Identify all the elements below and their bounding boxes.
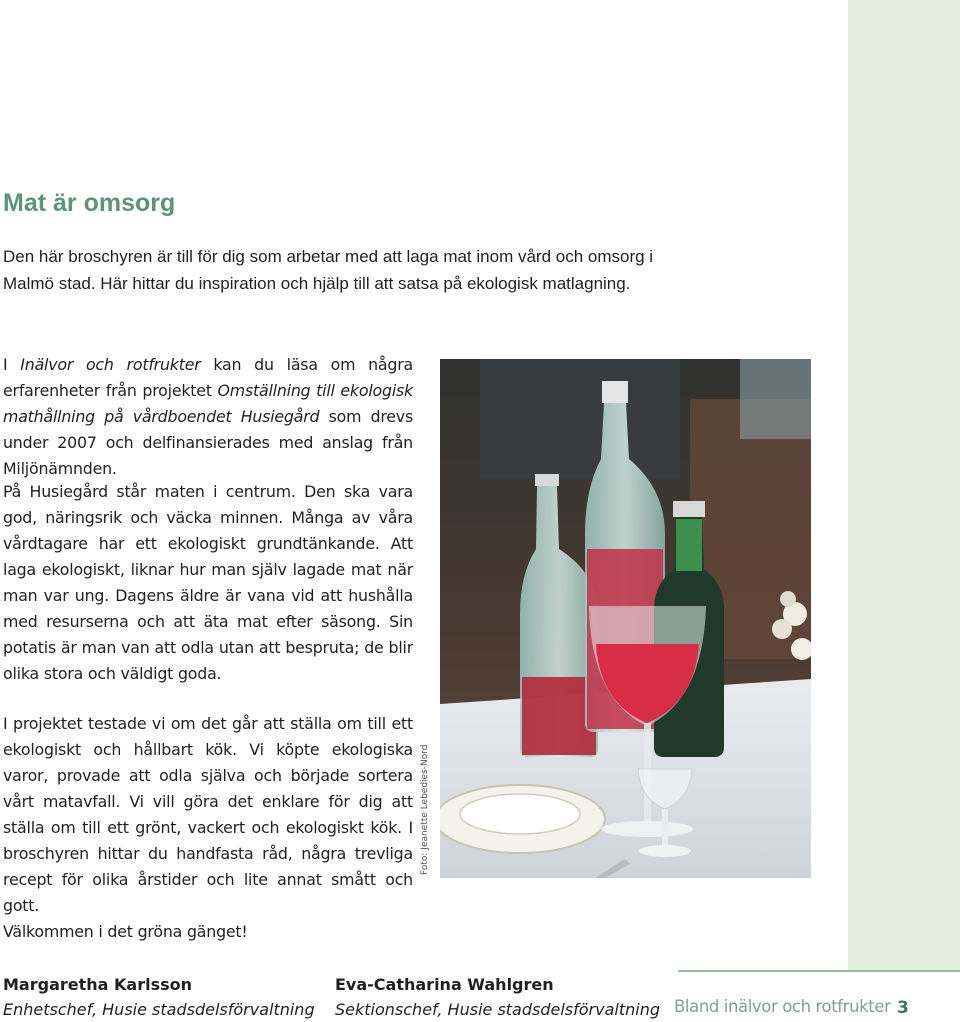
welcome-line: Välkommen i det gröna gänget! — [3, 922, 248, 941]
signature-role: Sektionschef, Husie stadsdelsförvaltning — [335, 1000, 660, 1019]
photo-credit: Foto: Jeanette Lebedies-Nord — [420, 744, 430, 875]
paragraph-husiegard: På Husiegård står maten i centrum. Den ska vara god, näringsrik och väcka minnen. Många av våra vårdtagare har ett ekologiskt grundtänkande. Att laga ekologiskt, liknar hur man själv lagade mat när man var ung. Dagens äldre är vana vid att hushålla med resurserna och att äta mat efter säsong. Sin potatis är man van att odla utan att bespruta; de blir olika stora och väldigt goda. — [3, 482, 413, 683]
signature-name: Eva-Catharina Wahlgren — [335, 975, 554, 994]
table-setting-photo — [440, 359, 811, 878]
page-title: Mat är omsorg — [3, 189, 176, 217]
sidebar-band — [848, 0, 960, 970]
signature-karlsson — [3, 972, 315, 1022]
book-title: Inälvor och rotfrukter — [20, 355, 201, 374]
paragraph-project: I Inälvor och rotfrukter kan du läsa om några erfarenheter från projektet Omställning till ekologisk mathållning på vårdboendet Husiegård som drevs under 2007 och delfinansierades med anslag från Miljönämnden. — [3, 355, 414, 478]
footer-title: Bland inälvor och rotfrukter — [674, 997, 891, 1016]
project-title: Omställning till ekologisk mathållning på vårdboendet Husiegård — [3, 381, 413, 426]
paragraph-kitchen: I projektet testade vi om det går att ställa om till ett ekologiskt och hållbart kök. Vi köpte ekologiska varor, provade att odla själva och började sortera vårt matavfall. Vi vill göra det enklare för dig att ställa om till ett grönt, vackert och ekologiskt kök. I broschyren hittar du handfasta råd, några trevliga recept för olika årstider och lite annat smått och gott. — [3, 714, 413, 915]
signature-wahlgren — [335, 972, 660, 1022]
signature-role: Enhetschef, Husie stadsdelsförvaltning — [3, 1000, 315, 1019]
page-number: 3 — [897, 998, 909, 1018]
footer-rule — [678, 970, 960, 972]
signature-name: Margaretha Karlsson — [3, 975, 193, 994]
intro-paragraph: Den här broschyren är till för dig som arbetar med att laga mat inom vård och omsorg i Malmö stad. Här hittar du inspiration och hjälp till att satsa på ekologisk matlagning. — [3, 247, 654, 293]
